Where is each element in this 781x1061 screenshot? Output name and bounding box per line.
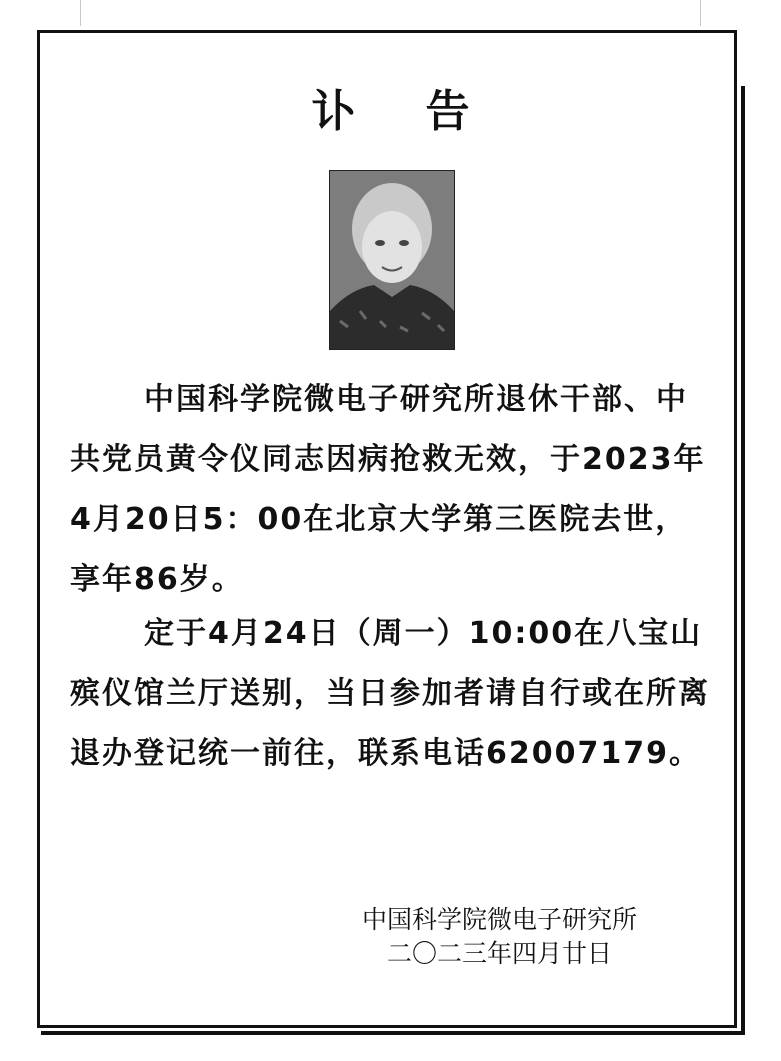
notice-frame-shadow-right <box>741 86 745 1031</box>
notice-paragraph-2 <box>70 604 715 784</box>
page-margin-mark-left <box>80 0 81 26</box>
page-margin-mark-right <box>700 0 701 26</box>
signature-date: 二〇二三年四月廿日 <box>387 939 613 968</box>
portrait-figure <box>330 171 454 349</box>
notice-title: 讣告 <box>311 86 540 137</box>
notice-paragraph-1-text: 中国科学院微电子研究所退休干部、中共党员黄令仪同志因病抢救无效，于2023年4月20日5：00在北京大学第三医院去世，享年86岁。 <box>70 382 706 597</box>
notice-paragraph-2-text: 定于4月24日（周一）10:00在八宝山殡仪馆兰厅送别，当日参加者请自行或在所离退办登记统一前往，联系电话62007179。 <box>70 616 710 771</box>
notice-paragraph-1 <box>70 370 715 610</box>
notice-frame-shadow-bottom <box>41 1031 745 1035</box>
portrait-photo <box>329 170 455 350</box>
signature-organization: 中国科学院微电子研究所 <box>362 905 638 934</box>
